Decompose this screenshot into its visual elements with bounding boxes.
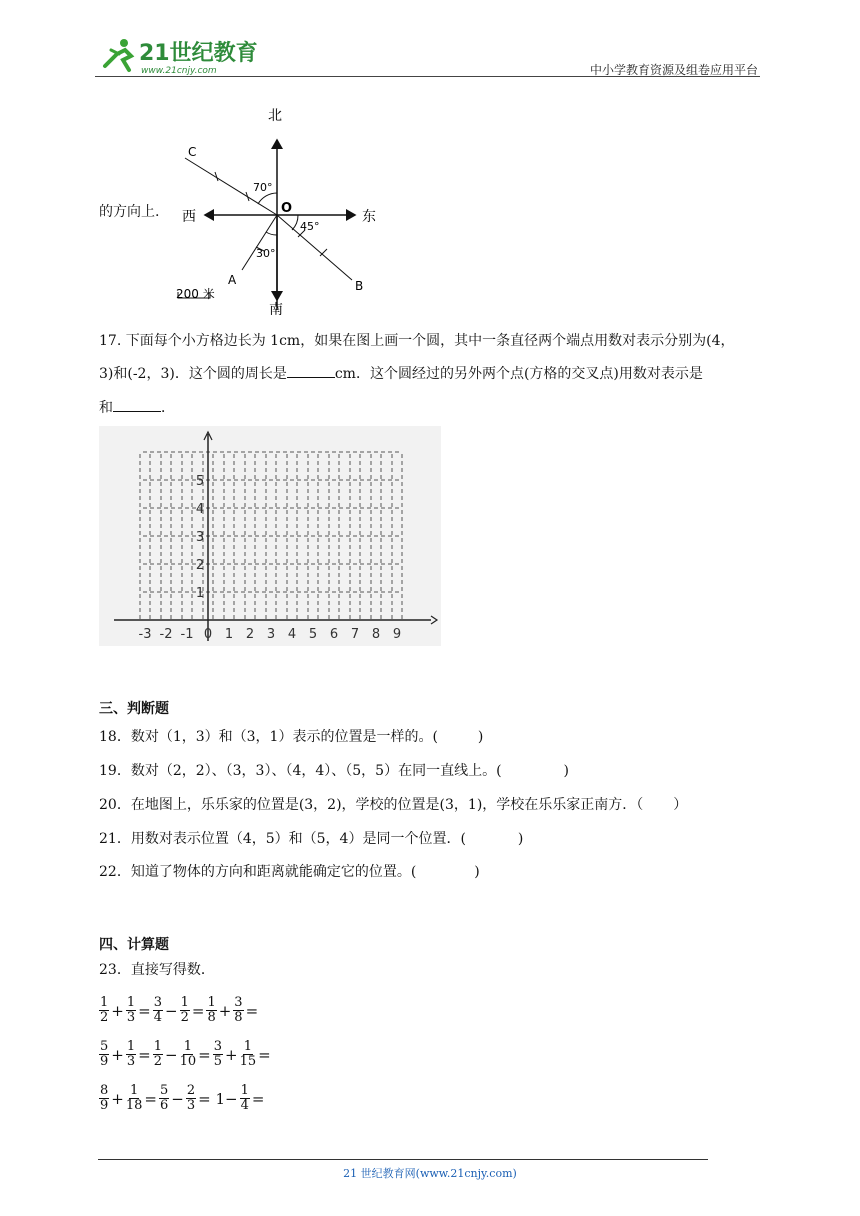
operator: +	[111, 1001, 124, 1020]
x-tick-label: 4	[287, 627, 297, 642]
q23-prompt: 23．直接写得数．	[99, 962, 215, 978]
label-b: B	[355, 279, 364, 293]
fraction: $\frac{3}{5}$	[213, 1039, 222, 1069]
fraction: $\frac{1}{18}$	[125, 1083, 143, 1113]
y-tick-label: 5	[195, 474, 205, 489]
x-tick-label: 3	[266, 627, 276, 642]
x-tick-label: 8	[371, 627, 381, 642]
label-angle-45: 45°	[300, 220, 320, 233]
calc-row	[98, 1040, 272, 1069]
label-east: 东	[362, 209, 376, 225]
operator: −	[171, 1089, 184, 1108]
section4-title: 四、计算题	[99, 937, 169, 953]
operator: +	[218, 1001, 232, 1020]
coordinate-grid	[99, 426, 441, 646]
x-tick-label: -1	[180, 627, 194, 642]
arc-45	[292, 215, 298, 230]
header-divider	[95, 76, 760, 77]
label-north: 北	[268, 108, 282, 124]
fraction: $\frac{1}{10}$	[179, 1039, 197, 1069]
x-tick-label: 9	[392, 627, 402, 642]
operator: =	[198, 1045, 211, 1064]
operator: +	[111, 1045, 124, 1064]
x-axis-arrow	[431, 616, 437, 624]
judge-question-18: 18．数对（1，3）和（3，1）表示的位置是一样的。( )	[99, 729, 484, 745]
y-tick-label: 1	[195, 586, 205, 601]
operator: =	[258, 1045, 271, 1064]
runner-logo-icon	[105, 39, 131, 70]
judge-question-21: 21．用数对表示位置（4，5）和（5，4）是同一个位置．( )	[99, 831, 524, 847]
fraction: $\frac{5}{6}$	[159, 1083, 169, 1113]
operator: =	[245, 1001, 259, 1020]
x-tick-label: 2	[245, 627, 255, 642]
blank-point[interactable]	[113, 399, 161, 412]
operator: +	[111, 1089, 124, 1108]
fraction: $\frac{1}{2}$	[100, 995, 109, 1025]
fraction: $\frac{2}{3}$	[186, 1083, 196, 1113]
y-tick-label: 3	[195, 530, 205, 545]
fraction: $\frac{1}{15}$	[239, 1039, 257, 1069]
y-tick-label: 4	[195, 502, 205, 517]
label-south: 南	[269, 302, 283, 315]
operator: =	[138, 1045, 151, 1064]
judge-question-19: 19．数对（2，2）、（3，3）、（4，4）、（5，5）在同一直线上。( )	[99, 763, 570, 779]
footer-text: 21 世纪教育网(www.21cnjy.com)	[343, 1167, 517, 1180]
arc-70	[258, 193, 277, 204]
operator: −	[165, 1045, 178, 1064]
fraction: $\frac{1}{4}$	[240, 1083, 249, 1113]
operator: +	[224, 1045, 238, 1064]
label-west: 西	[182, 209, 196, 225]
blank-circumference[interactable]	[287, 365, 335, 378]
arc-30	[266, 232, 277, 235]
label-scale: 200 米	[176, 287, 215, 301]
fraction: $\frac{8}{9}$	[100, 1083, 109, 1113]
calc-row	[98, 996, 259, 1025]
label-angle-30: 30°	[256, 247, 276, 260]
y-tick-label: 2	[195, 558, 205, 573]
x-tick-label: 6	[329, 627, 339, 642]
q17-line1: 17. 下面每个小方格边长为 1cm，如果在图上画一个圆，其中一条直径两个端点用数对表示分别为(4，	[99, 333, 735, 349]
fraction: $\frac{3}{4}$	[153, 995, 162, 1025]
fraction: $\frac{1}{3}$	[126, 1039, 136, 1069]
fraction: $\frac{1}{8}$	[207, 995, 216, 1025]
x-tick-label: 5	[308, 627, 318, 642]
operator: −	[165, 1001, 178, 1020]
operator: = 1−	[198, 1089, 238, 1108]
fraction: $\frac{5}{9}$	[100, 1039, 109, 1069]
site-logo	[97, 36, 257, 76]
section3-title: 三、判断题	[99, 701, 169, 717]
fraction: $\frac{1}{2}$	[180, 995, 189, 1025]
header-platform-text: 中小学教育资源及组卷应用平台	[589, 63, 758, 77]
label-a: A	[228, 273, 237, 287]
fraction: $\frac{3}{8}$	[234, 995, 243, 1025]
label-angle-70: 70°	[253, 181, 273, 194]
q17-line2: 3)和(-2，3)．这个圆的周长是 cm．这个圆经过的另外两个点(方格的交叉点)用数对表示是	[99, 366, 703, 382]
logo-text: 21世纪教育	[139, 41, 257, 66]
judge-question-20: 20．在地图上，乐乐家的位置是(3，2)，学校的位置是(3，1)，学校在乐乐家正南方．（ ）	[99, 797, 688, 813]
x-tick-label: -2	[159, 627, 173, 642]
logo-url: www.21cnjy.com	[141, 66, 217, 76]
footer-divider	[98, 1159, 708, 1160]
fraction: $\frac{1}{3}$	[126, 995, 136, 1025]
q16-tail-text: 的方向上.	[99, 204, 160, 220]
ray-oa	[242, 215, 277, 270]
fraction: $\frac{1}{2}$	[153, 1039, 162, 1069]
q17-line3: 和 ．	[99, 400, 175, 416]
operator: =	[144, 1089, 157, 1108]
x-tick-label: -3	[138, 627, 152, 642]
calc-row	[98, 1084, 265, 1113]
operator: =	[191, 1001, 205, 1020]
x-tick-label: 7	[350, 627, 360, 642]
operator: =	[251, 1089, 265, 1108]
label-origin: O	[281, 201, 293, 216]
label-c: C	[188, 145, 197, 159]
compass-diagram	[170, 100, 390, 315]
grid-figure	[99, 426, 441, 646]
x-tick-label: 1	[224, 627, 234, 642]
judge-question-22: 22．知道了物体的方向和距离就能确定它的位置。( )	[99, 864, 480, 880]
operator: =	[138, 1001, 151, 1020]
x-tick-label: 0	[203, 627, 213, 642]
